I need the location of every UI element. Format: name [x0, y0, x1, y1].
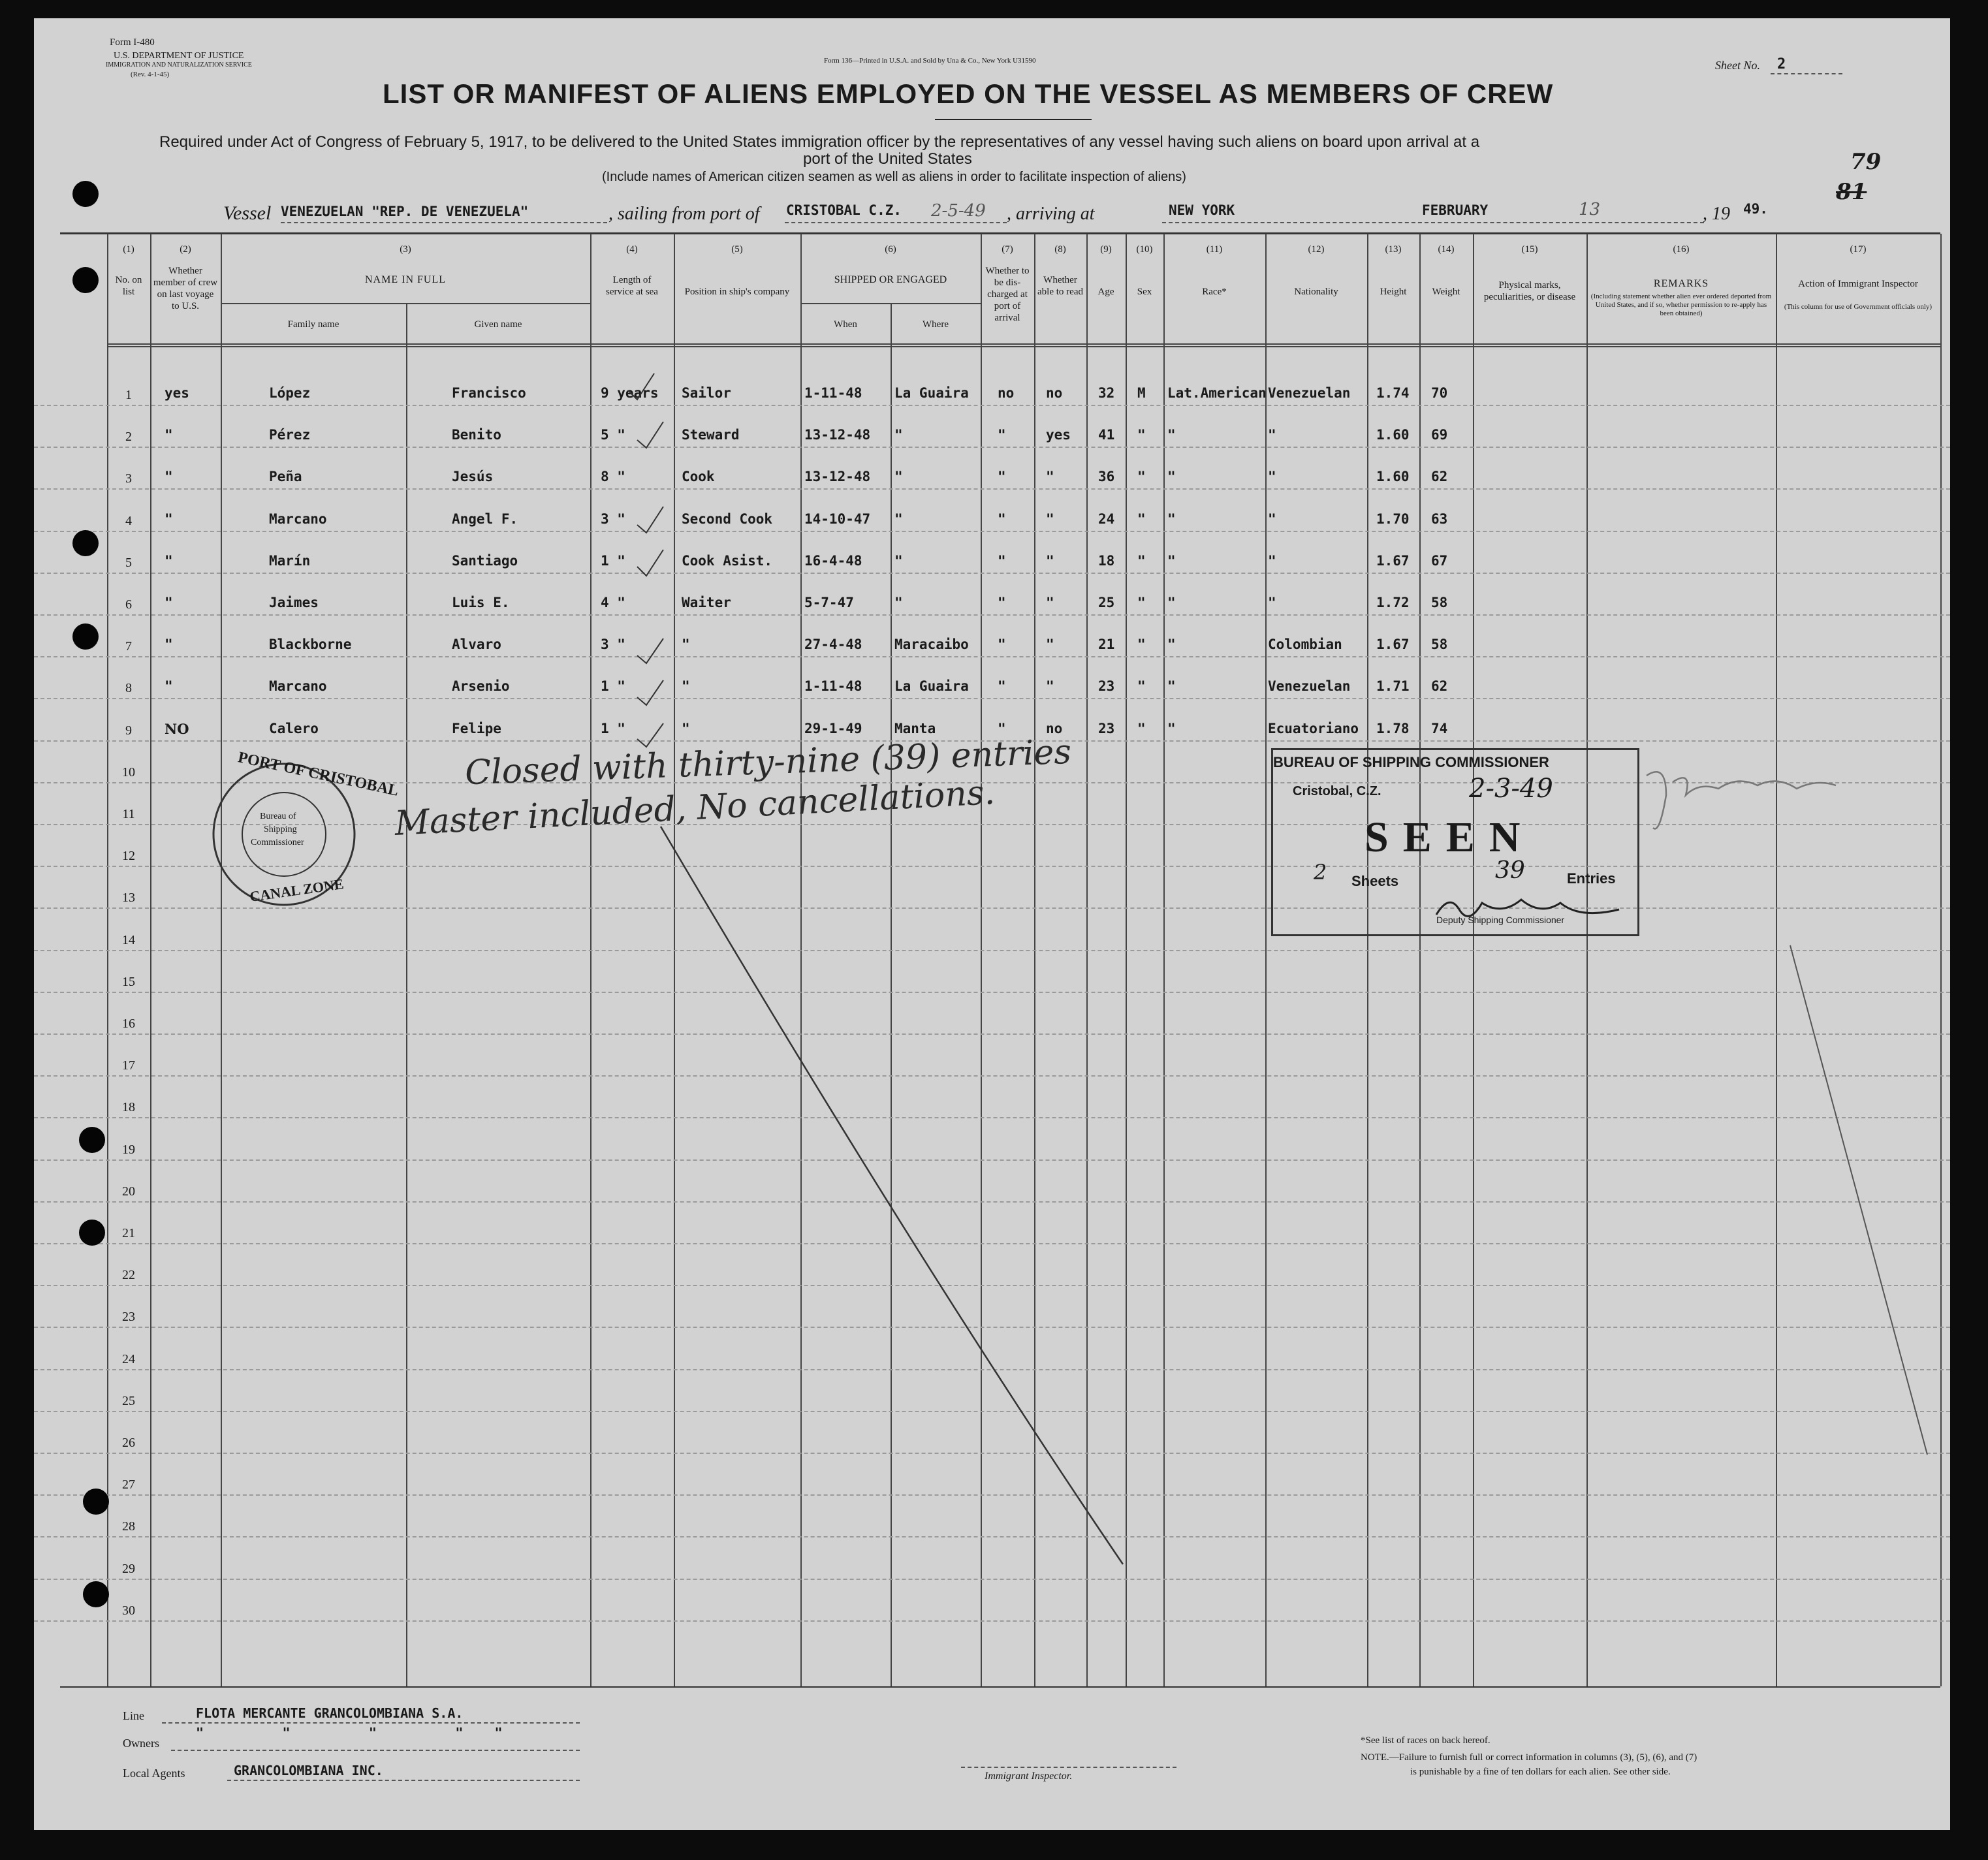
col-service: 9 years [601, 385, 659, 401]
binder-hole [83, 1581, 109, 1607]
row-number: 3 [125, 471, 132, 486]
seen-stamp-signer: Deputy Shipping Commissioner [1436, 915, 1565, 925]
vessel-name: VENEZUELAN "REP. DE VENEZUELA" [281, 204, 529, 219]
revision: (Rev. 4-1-45) [131, 71, 170, 78]
col-shipped-when: 14-10-47 [804, 511, 871, 527]
given-name-head: Given name [474, 319, 522, 330]
col-family-name: Peña [269, 469, 302, 484]
col-given-name: Arsenio [452, 678, 510, 694]
row-number: 16 [122, 1017, 135, 1031]
col-able-to-read: " [1046, 553, 1054, 569]
footer-note-3: is punishable by a fine of ten dollars for each alien. See other side. [1410, 1767, 1671, 1777]
col-sex: " [1137, 511, 1146, 527]
row-number: 18 [122, 1100, 135, 1114]
binder-hole [72, 530, 99, 556]
form-title: LIST OR MANIFEST OF ALIENS EMPLOYED ON THE VESSEL AS MEMBERS OF CREW [383, 78, 1554, 109]
subtitle-2: port of the United States [803, 150, 972, 168]
col-shipped-when: 1-11-48 [804, 385, 862, 401]
inspector-signature-label: Immigrant Inspector. [985, 1771, 1073, 1782]
col-num-16: (16) [1673, 244, 1690, 255]
col-sex: M [1137, 385, 1146, 401]
row-number: 23 [122, 1310, 135, 1324]
col-age: 23 [1098, 678, 1115, 694]
col-given-name: Jesús [452, 469, 494, 484]
binder-hole [72, 267, 99, 293]
arriving-port: NEW YORK [1169, 202, 1235, 218]
col-shipped-where: " [894, 595, 903, 610]
col-sex: " [1137, 469, 1146, 484]
col-nationality: " [1268, 427, 1276, 443]
col-weight: 58 [1431, 637, 1448, 652]
col-head-11: Race* [1202, 287, 1227, 297]
row-number: 27 [122, 1477, 135, 1492]
col-num-14: (14) [1438, 244, 1455, 255]
sheet-label: Sheet No. [1715, 59, 1760, 72]
col-last-voyage: " [165, 469, 173, 484]
col-shipped-where: La Guaira [894, 385, 969, 401]
seen-stamp-place: Cristobal, C.Z. [1293, 784, 1381, 798]
row-number: 19 [122, 1143, 135, 1157]
footer-owners-label: Owners [123, 1737, 159, 1750]
row-number: 5 [125, 556, 132, 570]
col-able-to-read: yes [1046, 427, 1071, 443]
col-sex: " [1137, 721, 1146, 736]
col-num-1: (1) [123, 244, 134, 255]
row-number: 26 [122, 1436, 135, 1450]
col-shipped-when: 27-4-48 [804, 637, 862, 652]
footer-owners-value: " " " " " [196, 1725, 503, 1741]
row-number: 29 [122, 1562, 135, 1576]
col-discharged: " [998, 427, 1006, 443]
vessel-label: Vessel [223, 202, 272, 224]
footer-agents-label: Local Agents [123, 1767, 185, 1780]
handwritten-closing-line-2: Master included, No cancellations. [394, 772, 996, 844]
seal-inner-3: Commissioner [251, 838, 304, 847]
col-nationality: " [1268, 595, 1276, 610]
col-height: 1.72 [1376, 595, 1410, 610]
agency: U.S. DEPARTMENT OF JUSTICE [114, 51, 244, 61]
arrival-day: 13 [1579, 200, 1601, 219]
seal-inner-1: Bureau of [260, 812, 296, 821]
col-given-name: Benito [452, 427, 501, 443]
col-head-12: Nationality [1294, 287, 1338, 297]
row-number: 14 [122, 933, 135, 947]
col-age: 23 [1098, 721, 1115, 736]
seen-stamp-sheets-value: 2 [1314, 860, 1327, 885]
col-shipped-when: 29-1-49 [804, 721, 862, 736]
col-height: 1.60 [1376, 469, 1410, 484]
col-shipped-where: " [894, 469, 903, 484]
col-num-8: (8) [1054, 244, 1066, 255]
col-shipped-where: La Guaira [894, 678, 969, 694]
row-number: 13 [122, 891, 135, 905]
col-family-name: López [269, 385, 311, 401]
col-race: " [1167, 469, 1176, 484]
col-last-voyage: " [165, 427, 173, 443]
col-sex: " [1137, 678, 1146, 694]
col-discharged: " [998, 678, 1006, 694]
handwritten-closing-line-1: Closed with thirty-nine (39) entries [464, 732, 1072, 793]
service: IMMIGRATION AND NATURALIZATION SERVICE [106, 61, 252, 69]
seen-stamp-word: SEEN [1365, 813, 1535, 861]
seen-stamp-entries-value: 39 [1495, 857, 1525, 884]
col-height: 1.67 [1376, 637, 1410, 652]
col-given-name: Luis E. [452, 595, 510, 610]
col-head-14: Weight [1432, 287, 1460, 297]
col-num-4: (4) [626, 244, 638, 255]
col-head-3: NAME IN FULL [365, 274, 446, 285]
col-position: " [682, 637, 690, 652]
col-position: " [682, 721, 690, 736]
col-weight: 58 [1431, 595, 1448, 610]
row-number: 4 [125, 514, 132, 528]
col-num-11: (11) [1206, 244, 1223, 255]
col-nationality: " [1268, 511, 1276, 527]
col-head-10: Sex [1137, 287, 1152, 297]
col-shipped-when: 16-4-48 [804, 553, 862, 569]
col-age: 21 [1098, 637, 1115, 652]
sailing-label: , sailing from port of [608, 204, 760, 224]
row-number: 22 [122, 1268, 135, 1282]
col-num-15: (15) [1521, 244, 1538, 255]
when-head: When [834, 319, 857, 330]
footer-agents-value: GRANCOLOMBIANA INC. [234, 1763, 383, 1778]
row-number: 25 [122, 1394, 135, 1408]
col-sex: " [1137, 427, 1146, 443]
col-given-name: Felipe [452, 721, 501, 736]
col-service: 1 " [601, 553, 625, 569]
col-family-name: Blackborne [269, 637, 352, 652]
col-shipped-where: Manta [894, 721, 936, 736]
seen-stamp-header: BUREAU OF SHIPPING COMMISSIONER [1273, 754, 1549, 770]
row-number: 1 [125, 388, 132, 402]
col-given-name: Alvaro [452, 637, 501, 652]
footer-line-rule [162, 1722, 580, 1724]
form-number: Form I-480 [110, 37, 155, 48]
row-number: 12 [122, 849, 135, 863]
col-weight: 70 [1431, 385, 1448, 401]
footer-owners-rule [171, 1750, 580, 1751]
col-service: 8 " [601, 469, 625, 484]
seen-stamp [1271, 748, 1639, 936]
col-last-voyage: " [165, 595, 173, 610]
col-height: 1.71 [1376, 678, 1410, 694]
col-able-to-read: no [1046, 721, 1063, 736]
col-nationality: " [1268, 553, 1276, 569]
col-age: 25 [1098, 595, 1115, 610]
col-service: 5 " [601, 427, 625, 443]
col-num-5: (5) [731, 244, 743, 255]
col-head-17: Action of Immigrant Inspector [1798, 279, 1918, 289]
col-num-12: (12) [1308, 244, 1325, 255]
col-discharged: " [998, 595, 1006, 610]
printer-note: Form 136—Printed in U.S.A. and Sold by Una & Co., New York U31590 [824, 57, 1036, 65]
col-num-3: (3) [400, 244, 411, 255]
col-shipped-when: 1-11-48 [804, 678, 862, 694]
subtitle-3: (Include names of American citizen seamen as well as aliens in order to facilitate inspection of aliens) [602, 170, 1186, 184]
col-discharged: " [998, 553, 1006, 569]
col-weight: 69 [1431, 427, 1448, 443]
col-position: Second Cook [682, 511, 773, 527]
col-shipped-when: 13-12-48 [804, 469, 871, 484]
binder-hole [72, 623, 99, 650]
col-head-15: Physical marks, peculiarities, or disease [1483, 280, 1576, 302]
col-height: 1.78 [1376, 721, 1410, 736]
col-sex: " [1137, 637, 1146, 652]
col-weight: 62 [1431, 678, 1448, 694]
col-nationality: Venezuelan [1268, 678, 1351, 694]
col-head-1: No. on list [115, 275, 142, 297]
col-head-4: Length of service at sea [606, 275, 658, 297]
col-weight: 74 [1431, 721, 1448, 736]
seal-outer-bottom: CANAL ZONE [248, 875, 345, 905]
col-head-16: REMARKS [1653, 278, 1709, 289]
col-last-voyage: " [165, 553, 173, 569]
seal-inner-2: Shipping [264, 825, 297, 834]
col-position: " [682, 678, 690, 694]
port-cristobal-seal [209, 749, 400, 909]
col-position: Cook [682, 469, 715, 484]
binder-hole [79, 1220, 105, 1246]
col-race: " [1167, 637, 1176, 652]
col-able-to-read: no [1046, 385, 1063, 401]
col-age: 18 [1098, 553, 1115, 569]
col-height: 1.67 [1376, 553, 1410, 569]
col-num-6: (6) [885, 244, 896, 255]
manifest-sheet [34, 18, 1950, 1830]
binder-hole [79, 1127, 105, 1153]
col-height: 1.74 [1376, 385, 1410, 401]
col-nationality: " [1268, 469, 1276, 484]
col-family-name: Pérez [269, 427, 311, 443]
arrival-month: FEBRUARY [1422, 202, 1489, 218]
col-shipped-where: " [894, 427, 903, 443]
col-head-7: Whether to be dis-charged at port of arrival [985, 266, 1030, 323]
footer-note-1: *See list of races on back hereof. [1361, 1735, 1491, 1746]
col-nationality: Venezuelan [1268, 385, 1351, 401]
col-last-voyage: yes [165, 385, 189, 401]
footer-line-value: FLOTA MERCANTE GRANCOLOMBIANA S.A. [196, 1705, 464, 1721]
seen-stamp-sheets-label: Sheets [1351, 873, 1399, 889]
col-head-6: SHIPPED OR ENGAGED [834, 274, 947, 285]
col-given-name: Francisco [452, 385, 526, 401]
col-given-name: Santiago [452, 553, 518, 569]
arrival-year: 49. [1743, 201, 1768, 217]
col-position: Cook Asist. [682, 553, 773, 569]
col-weight: 63 [1431, 511, 1448, 527]
where-head: Where [923, 319, 949, 330]
col-able-to-read: " [1046, 469, 1054, 484]
arriving-label: , arriving at [1007, 204, 1095, 224]
col-num-2: (2) [180, 244, 191, 255]
col-age: 41 [1098, 427, 1115, 443]
col-head-9: Age [1097, 287, 1114, 297]
footer-agents-rule [227, 1780, 580, 1781]
sheet-number: 2 [1777, 56, 1786, 72]
col-shipped-where: Maracaibo [894, 637, 969, 652]
remarks-note: (Including statement whether alien ever ordered deported from United States, and if so, whether permission to re-apply has been obtained) [1590, 292, 1772, 317]
col-discharged: " [998, 721, 1006, 736]
seal-outer-top: PORT OF CRISTOBAL [236, 749, 400, 800]
col-race: " [1167, 721, 1176, 736]
col-service: 1 " [601, 678, 625, 694]
col-height: 1.70 [1376, 511, 1410, 527]
row-number: 17 [122, 1058, 135, 1073]
col-nationality: Ecuatoriano [1268, 721, 1359, 736]
row-number: 24 [122, 1352, 135, 1366]
col-race: " [1167, 595, 1176, 610]
col-last-voyage: " [165, 511, 173, 527]
col-last-voyage: " [165, 637, 173, 652]
col-head-2: Whether member of crew on last voyage to U.S. [153, 266, 218, 311]
col-able-to-read: " [1046, 637, 1054, 652]
footer-line-label: Line [123, 1709, 144, 1722]
col-last-voyage: " [165, 678, 173, 694]
col-shipped-where: " [894, 511, 903, 527]
corner-number: 79 [1850, 149, 1882, 175]
col-weight: 67 [1431, 553, 1448, 569]
col-head-8: Whether able to read [1037, 275, 1083, 297]
row-number: 30 [122, 1603, 135, 1618]
seen-stamp-entries-label: Entries [1567, 870, 1616, 887]
col-service: 3 " [601, 637, 625, 652]
col-race: " [1167, 553, 1176, 569]
col-weight: 62 [1431, 469, 1448, 484]
col-family-name: Calero [269, 721, 319, 736]
col-family-name: Marcano [269, 678, 327, 694]
col-race: " [1167, 511, 1176, 527]
col-able-to-read: " [1046, 595, 1054, 610]
col-given-name: Angel F. [452, 511, 518, 527]
row-number: 15 [122, 975, 135, 989]
col-discharged: " [998, 469, 1006, 484]
col-race: " [1167, 427, 1176, 443]
corner-number-struck: 81 [1836, 179, 1867, 205]
row-number: 21 [122, 1226, 135, 1240]
row-number: 6 [125, 597, 132, 612]
row-number: 11 [122, 807, 135, 821]
col-position: Sailor [682, 385, 731, 401]
col-race: Lat.American [1167, 385, 1267, 401]
col-discharged: " [998, 511, 1006, 527]
col-age: 36 [1098, 469, 1115, 484]
col-nationality: Colombian [1268, 637, 1342, 652]
col-shipped-when: 5-7-47 [804, 595, 854, 610]
col-able-to-read: " [1046, 678, 1054, 694]
year-prefix: , 19 [1703, 204, 1730, 224]
col-family-name: Marín [269, 553, 311, 569]
col-age: 24 [1098, 511, 1115, 527]
col-service: 3 " [601, 511, 625, 527]
col-shipped-where: " [894, 553, 903, 569]
col-shipped-when: 13-12-48 [804, 427, 871, 443]
sailing-date-handwritten: 2-5-49 [931, 201, 986, 221]
col-family-name: Marcano [269, 511, 327, 527]
col-num-13: (13) [1385, 244, 1402, 255]
col-num-17: (17) [1850, 244, 1867, 255]
col-num-7: (7) [1002, 244, 1013, 255]
col-discharged: " [998, 637, 1006, 652]
row-number: 9 [125, 723, 132, 738]
row-number: 8 [125, 681, 132, 695]
subtitle-1: Required under Act of Congress of February 5, 1917, to be delivered to the United States immigration officer by the representatives of any vessel having such aliens on board upon arrival at a [159, 133, 1480, 151]
col-service: 4 " [601, 595, 625, 610]
col-last-voyage: NO [165, 721, 189, 737]
col-service: 1 " [601, 721, 625, 736]
footer-note-2: NOTE.—Failure to furnish full or correct information in columns (3), (5), (6), and (7) [1361, 1752, 1697, 1763]
col-num-9: (9) [1100, 244, 1112, 255]
family-name-head: Family name [287, 319, 339, 330]
col-family-name: Jaimes [269, 595, 319, 610]
col-height: 1.60 [1376, 427, 1410, 443]
col-num-10: (10) [1136, 244, 1153, 255]
col-head-13: Height [1380, 287, 1407, 297]
col-discharged: no [998, 385, 1015, 401]
row-number: 20 [122, 1184, 135, 1199]
binder-hole [72, 181, 99, 207]
col-position: Steward [682, 427, 740, 443]
col-able-to-read: " [1046, 511, 1054, 527]
col-age: 32 [1098, 385, 1115, 401]
inspector-initials [1640, 756, 1855, 847]
row-number: 28 [122, 1519, 135, 1534]
seen-stamp-date: 2-3-49 [1469, 774, 1553, 804]
row-number: 2 [125, 430, 132, 444]
col-race: " [1167, 678, 1176, 694]
col-position: Waiter [682, 595, 731, 610]
binder-hole [83, 1489, 109, 1515]
col-sex: " [1137, 553, 1146, 569]
inspector-note: (This column for use of Government officials only) [1784, 303, 1933, 311]
row-number: 7 [125, 639, 132, 654]
inspector-signature-rule [961, 1767, 1176, 1768]
sailing-port: CRISTOBAL C.Z. [786, 202, 902, 218]
col-head-5: Position in ship's company [684, 287, 790, 297]
col-sex: " [1137, 595, 1146, 610]
row-number: 10 [122, 765, 135, 780]
